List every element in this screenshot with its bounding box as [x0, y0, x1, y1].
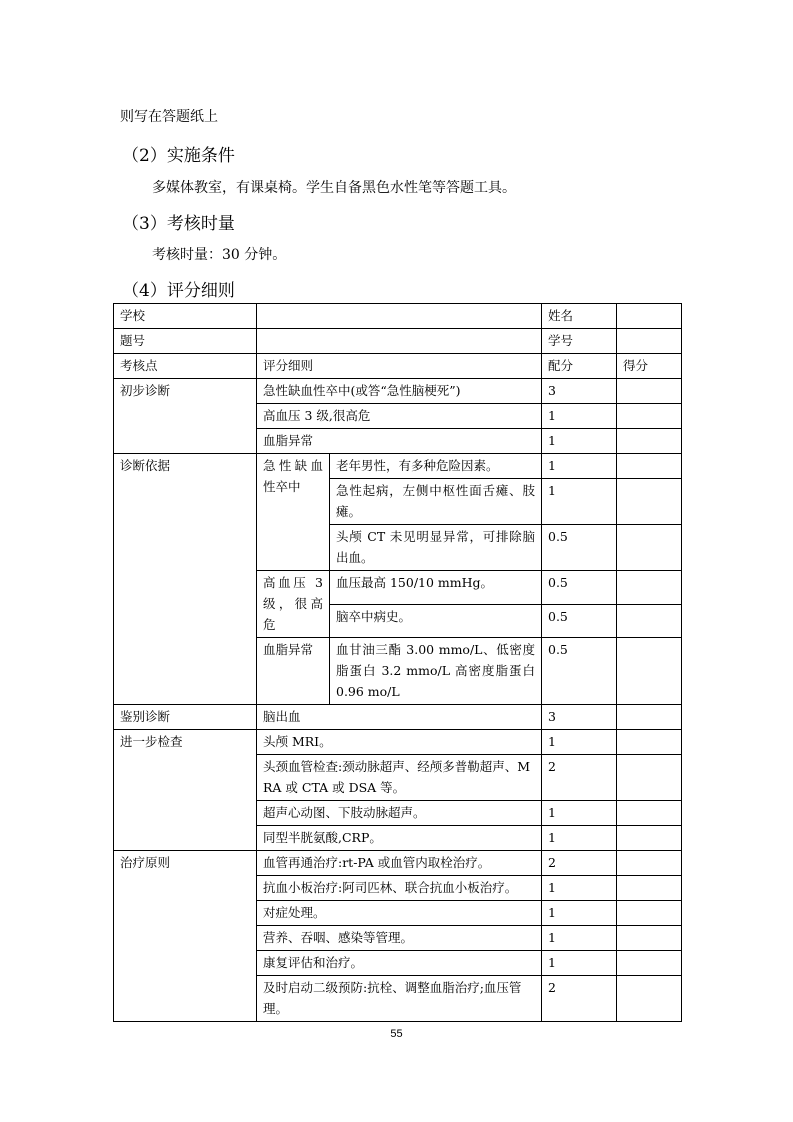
- score-cell: [617, 926, 682, 951]
- header-score: 得分: [617, 354, 682, 379]
- name-value: [617, 304, 682, 329]
- max-cell: 1: [542, 730, 617, 755]
- score-cell: [617, 604, 682, 638]
- score-cell: [617, 876, 682, 901]
- section-heading-duration: （3）考核时量: [122, 214, 235, 234]
- criteria-cell: 急性缺血性卒中(或答“急性脑梗死”): [257, 379, 542, 404]
- intro-tail-text: 则写在答题纸上: [120, 109, 218, 125]
- score-cell: [617, 826, 682, 851]
- criteria-cell: 高血压 3 级,很高危: [257, 404, 542, 429]
- criteria-cell: 头颈血管检查:颈动脉超声、经颅多普勒超声、MRA 或 CTA 或 DSA 等。: [257, 755, 542, 801]
- basis-group-name: 血脂异常: [257, 638, 330, 705]
- score-cell: [617, 755, 682, 801]
- criteria-cell: 超声心动图、下肢动脉超声。: [257, 801, 542, 826]
- school-label: 学校: [114, 304, 257, 329]
- section-heading-conditions: （2）实施条件: [122, 146, 235, 166]
- further-label: 进一步检查: [114, 730, 257, 851]
- score-cell: [617, 801, 682, 826]
- basis-group-name: 高血压 3 级，很高危: [257, 571, 330, 638]
- page-number: 55: [390, 1028, 403, 1040]
- name-label: 姓名: [542, 304, 617, 329]
- basis-group-name: 急性缺血性卒中: [257, 454, 330, 571]
- max-cell: 1: [542, 901, 617, 926]
- table-row: [114, 454, 682, 479]
- basis-label: 诊断依据: [114, 454, 257, 705]
- header-point: 考核点: [114, 354, 257, 379]
- score-cell: [617, 705, 682, 730]
- score-cell: [617, 638, 682, 705]
- criteria-cell: 头颅 MRI。: [257, 730, 542, 755]
- criteria-cell: 急性起病，左侧中枢性面舌瘫、肢瘫。: [330, 479, 542, 525]
- score-cell: [617, 379, 682, 404]
- criteria-cell: 同型半胱氨酸,CRP。: [257, 826, 542, 851]
- score-cell: [617, 571, 682, 605]
- max-cell: 1: [542, 801, 617, 826]
- question-label: 题号: [114, 329, 257, 354]
- criteria-cell: 营养、吞咽、感染等管理。: [257, 926, 542, 951]
- table-row: [114, 851, 682, 876]
- table-row: [114, 705, 682, 730]
- criteria-cell: 及时启动二级预防:抗栓、调整血脂治疗;血压管理。: [257, 976, 542, 1022]
- criteria-cell: 血甘油三酯 3.00 mmo/L、低密度脂蛋白 3.2 mmo/L 高密度脂蛋白 0.96 mo/L: [330, 638, 542, 705]
- treatment-label: 治疗原则: [114, 851, 257, 1022]
- conditions-text: 多媒体教室，有课桌椅。学生自备黑色水性笔等答题工具。: [152, 180, 516, 196]
- initial-label: 初步诊断: [114, 379, 257, 454]
- table-header-row: [114, 354, 682, 379]
- max-cell: 1: [542, 876, 617, 901]
- score-cell: [617, 951, 682, 976]
- criteria-cell: 抗血小板治疗:阿司匹林、联合抗血小板治疗。: [257, 876, 542, 901]
- criteria-cell: 对症处理。: [257, 901, 542, 926]
- score-cell: [617, 454, 682, 479]
- criteria-cell: 血脂异常: [257, 429, 542, 454]
- max-cell: 0.5: [542, 638, 617, 705]
- max-cell: 1: [542, 479, 617, 525]
- max-cell: 1: [542, 429, 617, 454]
- score-cell: [617, 404, 682, 429]
- differential-label: 鉴别诊断: [114, 705, 257, 730]
- criteria-cell: 血压最高 150/10 mmHg。: [330, 571, 542, 605]
- table-row: [114, 730, 682, 755]
- score-cell: [617, 525, 682, 571]
- score-cell: [617, 730, 682, 755]
- max-cell: 2: [542, 976, 617, 1022]
- max-cell: 1: [542, 926, 617, 951]
- header-criteria: 评分细则: [257, 354, 542, 379]
- score-cell: [617, 429, 682, 454]
- score-cell: [617, 479, 682, 525]
- max-cell: 0.5: [542, 525, 617, 571]
- max-cell: 1: [542, 951, 617, 976]
- criteria-cell: 老年男性，有多种危险因素。: [330, 454, 542, 479]
- criteria-cell: 血管再通治疗:rt-PA 或血管内取栓治疗。: [257, 851, 542, 876]
- score-cell: [617, 851, 682, 876]
- table-row: [114, 379, 682, 404]
- table-row: [114, 304, 682, 329]
- duration-text: 考核时量：30 分钟。: [152, 247, 287, 263]
- max-cell: 1: [542, 404, 617, 429]
- school-value: [257, 304, 542, 329]
- student-id-label: 学号: [542, 329, 617, 354]
- score-cell: [617, 976, 682, 1022]
- max-cell: 1: [542, 454, 617, 479]
- max-cell: 0.5: [542, 571, 617, 605]
- criteria-cell: 脑出血: [257, 705, 542, 730]
- header-max: 配分: [542, 354, 617, 379]
- max-cell: 0.5: [542, 604, 617, 638]
- student-id-value: [617, 329, 682, 354]
- max-cell: 2: [542, 851, 617, 876]
- max-cell: 3: [542, 379, 617, 404]
- scoring-table: [113, 303, 682, 1022]
- max-cell: 1: [542, 826, 617, 851]
- criteria-cell: 康复评估和治疗。: [257, 951, 542, 976]
- max-cell: 3: [542, 705, 617, 730]
- question-value: [257, 329, 542, 354]
- section-heading-scoring: （4）评分细则: [122, 281, 235, 301]
- criteria-cell: 头颅 CT 未见明显异常，可排除脑出血。: [330, 525, 542, 571]
- max-cell: 2: [542, 755, 617, 801]
- score-cell: [617, 901, 682, 926]
- table-row: [114, 329, 682, 354]
- criteria-cell: 脑卒中病史。: [330, 604, 542, 638]
